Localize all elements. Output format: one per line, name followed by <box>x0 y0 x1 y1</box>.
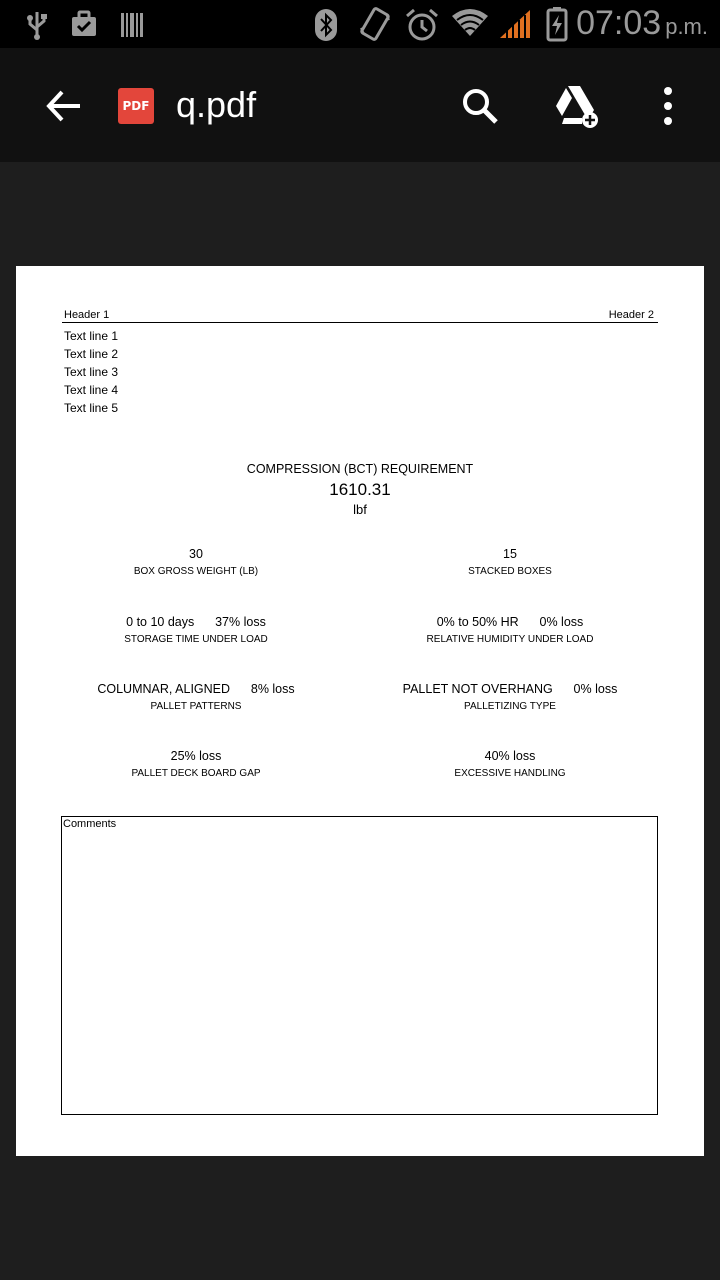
compression-title: COMPRESSION (BCT) REQUIREMENT <box>246 462 474 476</box>
field-value: COLUMNAR, ALIGNED 8% loss <box>97 682 295 696</box>
text-line: Text line 5 <box>64 401 119 415</box>
compression-unit: lbf <box>353 502 367 517</box>
text-line: Text line 3 <box>64 365 119 379</box>
pdf-page[interactable] <box>16 266 704 1156</box>
text-line: Text line 4 <box>64 383 119 397</box>
header-divider <box>62 322 658 323</box>
comments-box <box>61 816 658 1115</box>
add-to-drive-icon[interactable] <box>552 84 600 128</box>
relative-humidity <box>338 615 682 645</box>
field-value: 15 <box>503 547 517 561</box>
header-right: Header 2 <box>608 309 654 321</box>
field-label: PALLETIZING TYPE <box>464 701 556 712</box>
field-label: EXCESSIVE HANDLING <box>454 768 566 779</box>
compression-value: 1610.31 <box>329 480 391 499</box>
search-icon[interactable] <box>460 86 500 126</box>
field-value: 0% to 50% HR 0% loss <box>436 615 584 629</box>
text-line: Text line 2 <box>64 347 119 361</box>
page-header <box>64 309 656 323</box>
bluetooth-icon <box>314 8 338 42</box>
storage-time <box>24 615 368 645</box>
excessive-handling <box>338 749 682 779</box>
document-title: q.pdf <box>176 84 257 125</box>
field-label: PALLET DECK BOARD GAP <box>131 768 261 779</box>
field-value: 0 to 10 days 37% loss <box>126 615 266 629</box>
signal-icon <box>498 8 532 40</box>
stacked-boxes <box>338 547 682 577</box>
wifi-icon <box>450 8 490 38</box>
text-line: Text line 1 <box>64 329 119 343</box>
status-bar <box>0 0 720 48</box>
pdf-file-icon: PDF <box>118 88 154 124</box>
field-label: STORAGE TIME UNDER LOAD <box>124 634 268 645</box>
app-bar <box>0 48 720 162</box>
field-value: 30 <box>189 547 203 561</box>
alarm-icon <box>404 8 440 42</box>
battery-charging-icon <box>546 6 568 42</box>
field-label: BOX GROSS WEIGHT (LB) <box>133 566 259 577</box>
field-value: PALLET NOT OVERHANG 0% loss <box>402 682 618 696</box>
field-value: 40% loss <box>484 749 536 763</box>
briefcase-icon <box>70 10 98 38</box>
field-value: 25% loss <box>170 749 222 763</box>
barcode-icon <box>120 12 144 38</box>
vibrate-icon <box>358 6 392 42</box>
back-arrow-icon[interactable] <box>44 86 84 126</box>
pallet-patterns <box>24 682 368 712</box>
usb-icon <box>26 10 48 40</box>
field-label: RELATIVE HUMIDITY UNDER LOAD <box>426 634 594 645</box>
status-time: 07:03 p.m. <box>576 4 708 42</box>
text-lines <box>64 327 118 417</box>
header-left: Header 1 <box>64 309 110 321</box>
field-label: STACKED BOXES <box>468 566 552 577</box>
box-gross-weight <box>24 547 368 577</box>
pallet-deck-board-gap <box>24 749 368 779</box>
palletizing-type <box>338 682 682 712</box>
comments-label: Comments <box>63 818 117 830</box>
field-label: PALLET PATTERNS <box>150 701 242 712</box>
more-vert-icon[interactable] <box>660 86 676 126</box>
